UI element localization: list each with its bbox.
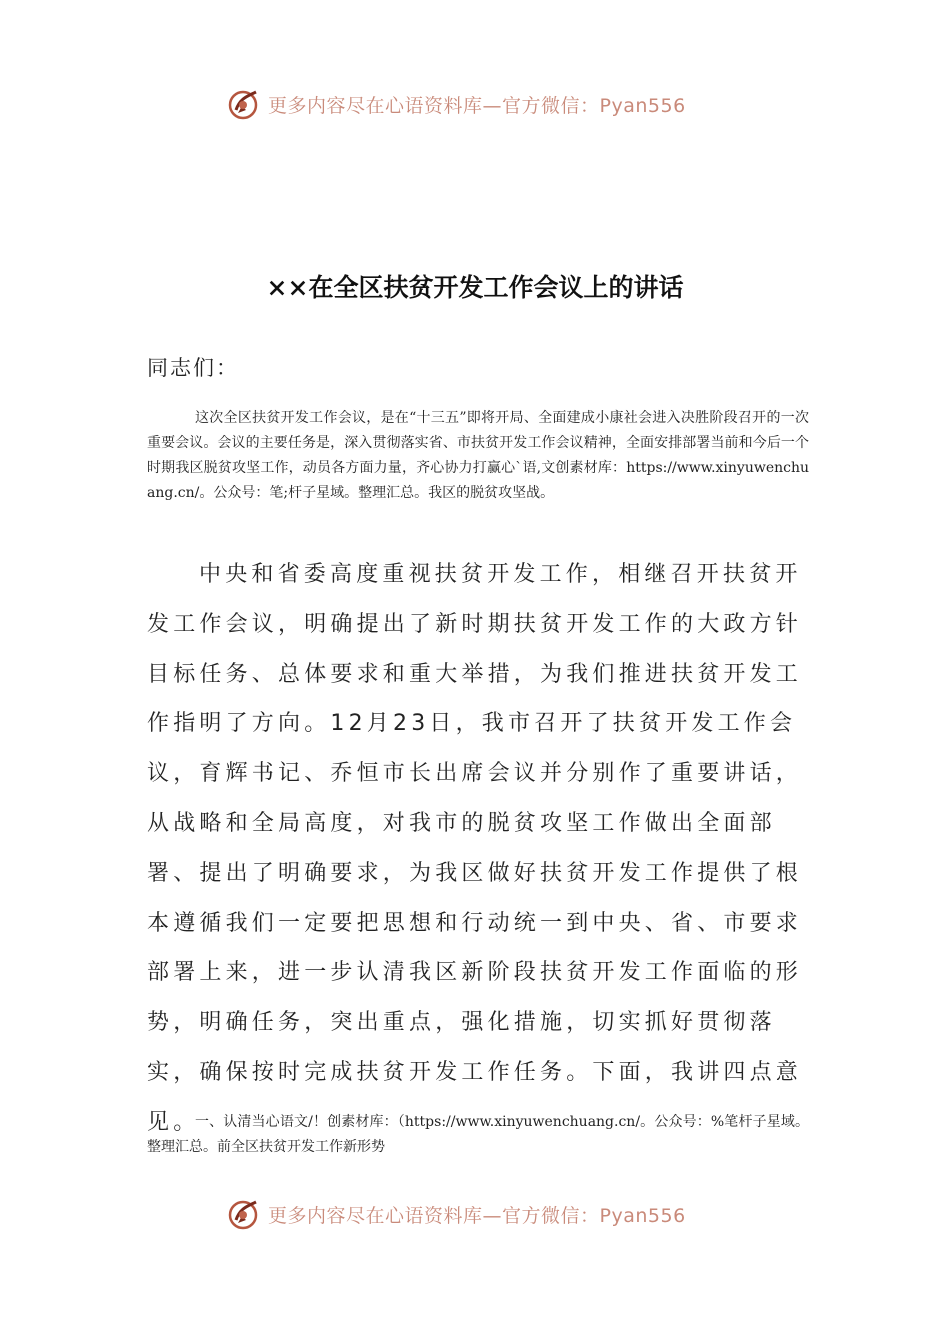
paragraph-intro: 这次全区扶贫开发工作会议，是在“十三五”即将开局、全面建成小康社会进入决胜阶段召开的一次重要会议。会议的主要任务是，深入贯彻落实省、市扶贫开发工作会议精神，全面安排部署当前和今后一个时期我区脱贫攻坚工作，动员各方面力量，齐心协力打赢心`语,文创素材库：https://www.xinyuwenchuang.cn/。公众号：笔;杆子星域。整理汇总。我区的脱贫攻坚战。 [147,410,809,501]
brand-logo-icon [226,86,262,122]
watermark-banner-top [226,84,746,124]
paragraph-section-one: 一、认清当心语文/！创素材库：（https://www.xinyuwenchuang.cn/。公众号：%笔杆子星域。整理汇总。前全区扶贫开发工作新形势 [147,1114,809,1155]
watermark-text: 更多内容尽在心语资料库—官方微信：Pyan556 [268,94,686,117]
document-title: ××在全区扶贫开发工作会议上的讲话 [266,273,684,302]
paragraph-main: 中央和省委高度重视扶贫开发工作，相继召开扶贫开发工作会议，明确提出了新时期扶贫开发工作的大政方针目标任务、总体要求和重大举措，为我们推进扶贫开发工作指明了方向。12月23日，我市召开了扶贫开发工作会议，育辉书记、乔恒市长出席会议并分别作了重要讲话，从战略和全局高度，对我市的脱贫攻坚工作做出全面部署、提出了明确要求，为我区做好扶贫开发工作提供了根本遵循我们一定要把思想和行动统一到中央、省、市要求部署上来，进一步认清我区新阶段扶贫开发工作面临的形势，明确任务，突出重点，强化措施，切实抓好贯彻落实，确保按时完成扶贫开发工作任务。下面，我讲四点意见。 [147,562,803,1135]
salutation: 同志们： [147,356,239,380]
watermark-text: 更多内容尽在心语资料库—官方微信：Pyan556 [268,1204,686,1227]
brand-logo-icon [226,1196,262,1232]
watermark-banner-bottom [226,1194,746,1234]
